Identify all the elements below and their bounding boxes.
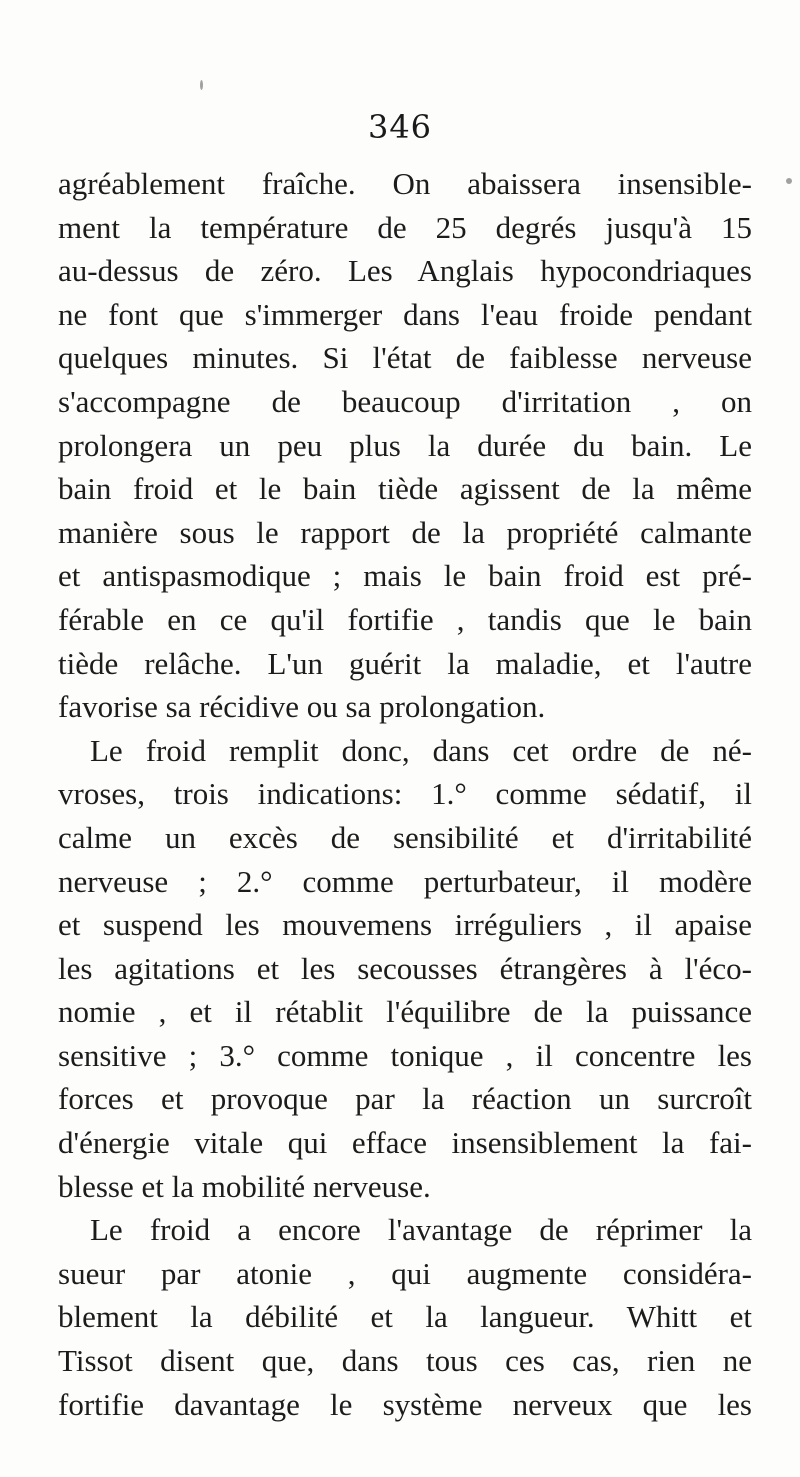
text-line: favorise sa récidive ou sa prolongation. [58,689,546,725]
text-line: quelques minutes. Si l'état de faiblesse nerveuse [58,340,752,376]
text-line: au-dessus de zéro. Les Anglais hypocondriaques [58,253,752,289]
text-line: nerveuse ; 2.° comme perturbateur, il modère [58,863,752,899]
text-line: ment la température de 25 degrés jusqu'à 15 [58,209,752,245]
body-text [58,162,752,1426]
text-line: sensitive ; 3.° comme tonique , il concentre les [58,1037,752,1073]
text-line: fortifie davantage le système nerveux que les [58,1386,752,1422]
text-line: Tissot disent que, dans tous ces cas, rien ne [58,1343,752,1379]
text-line: les agitations et les secousses étrangères à l'éco- [58,950,752,986]
text-line: Le froid a encore l'avantage de réprimer la [90,1212,752,1248]
text-line: ne font que s'immerger dans l'eau froide pendant [58,296,752,332]
text-line: et antispasmodique ; mais le bain froid est pré- [58,558,752,594]
text-line: s'accompagne de beaucoup d'irritation , on [58,383,752,419]
page-number: 346 [367,108,433,146]
ink-speck [200,80,203,90]
text-line: vroses, trois indications: 1.° comme sédatif, il [58,776,752,812]
text-line: tiède relâche. L'un guérit la maladie, et l'autre [58,645,752,681]
text-line: nomie , et il rétablit l'équilibre de la puissance [58,994,752,1030]
text-line: blement la débilité et la langueur. Whitt et [58,1299,752,1335]
paragraph [58,1208,752,1426]
text-line: forces et provoque par la réaction un surcroît [58,1081,752,1117]
paragraph [58,729,752,1209]
text-line: prolongera un peu plus la durée du bain. Le [58,427,752,463]
text-line: d'énergie vitale qui efface insensiblement la fai- [58,1125,752,1161]
paragraph [58,162,752,729]
text-line: agréablement fraîche. On abaissera insensible- [58,166,752,201]
text-line: sueur par atonie , qui augmente considéra- [58,1255,752,1291]
ink-speck [786,178,792,184]
text-line: bain froid et le bain tiède agissent de la même [58,471,752,507]
text-line: férable en ce qu'il fortifie , tandis que le bain [58,601,752,637]
text-line: blesse et la mobilité nerveuse. [58,1168,431,1204]
text-line: calme un excès de sensibilité et d'irritabilité [58,819,752,855]
text-line: manière sous le rapport de la propriété calmante [58,514,752,550]
text-line: et suspend les mouvemens irréguliers , il apaise [58,907,752,943]
text-line: Le froid remplit donc, dans cet ordre de né- [90,732,752,768]
